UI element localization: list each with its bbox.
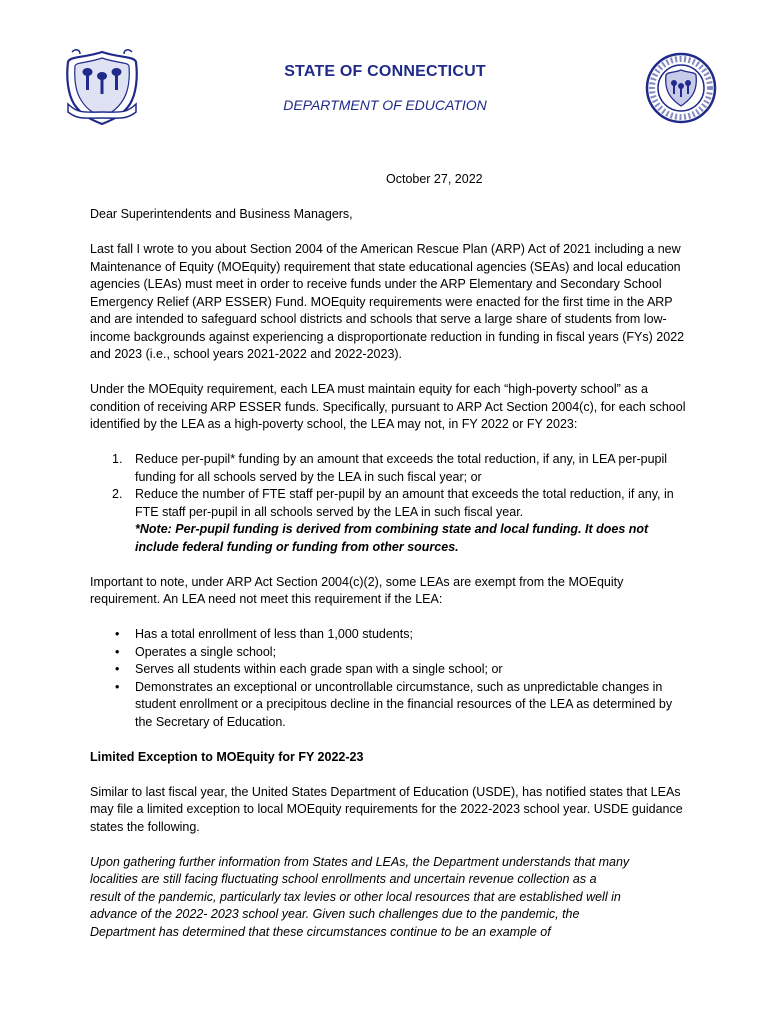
list-item-text: Serves all students within each grade span with a single school; or bbox=[135, 662, 503, 676]
bullet-icon: • bbox=[115, 679, 120, 694]
numbered-list-item bbox=[90, 486, 690, 556]
list-item-text: Demonstrates an exceptional or uncontrollable circumstance, such as unpredictable changes in student enrollment or a precipitous decline in the financial resources of the LEA as determined by the Secretary of Education. bbox=[135, 679, 673, 729]
bullet-list-item bbox=[90, 626, 690, 644]
list-item-text: Reduce the number of FTE staff per-pupil by an amount that exceeds the total reduction, if any, in FTE staff per-pupil in all schools served by the LEA in such fiscal year. bbox=[135, 487, 674, 519]
list-number: 1. bbox=[112, 452, 123, 466]
list-item-text: Has a total enrollment of less than 1,000 students; bbox=[135, 627, 413, 641]
state-seal-icon bbox=[62, 48, 142, 128]
list-item-text: Operates a single school; bbox=[135, 644, 277, 659]
bullet-list-item bbox=[90, 661, 690, 679]
paragraph-exemptions: Important to note, under ARP Act Section 2004(c)(2), some LEAs are exempt from the MOEquity requirement. An LEA need not meet this requirement if the LEA: bbox=[90, 574, 624, 606]
bullet-icon: • bbox=[115, 662, 120, 676]
bullet-list bbox=[90, 626, 690, 731]
bullet-icon: • bbox=[115, 627, 120, 641]
bullet-list-item bbox=[90, 644, 690, 662]
bullet-icon: • bbox=[115, 644, 120, 659]
numbered-list-item bbox=[90, 451, 690, 486]
paragraph-arp-intro: Last fall I wrote to you about Section 2004 of the American Rescue Plan (ARP) Act of 2021 including a new Maintenance of Equity (MOEquity) requirement that state educational agencies (SEAs) and local education agencies (LEAs) must meet in order to receive funds under the ARP Elementary and Secondary School Emergency Relief (ARP ESSER) Fund. MOEquity requirements were enacted for the first time in the ARP and are intended to safeguard school districts and schools that serve a large share of students from low-income backgrounds against experiencing a disproportionate reduction in funding in fiscal years (FYs) 2022 and 2023 (i.e., school years 2021-2022 and 2022-2023). bbox=[90, 242, 685, 361]
paragraph-moequity-requirement: Under the MOEquity requirement, each LEA must maintain equity for each “high-poverty school” as a condition of receiving ARP ESSER funds. Specifically, pursuant to ARP Act Section 2004(c), for each school identified by the LEA as a high-poverty school, the LEA may not, in FY 2022 or FY 2023: bbox=[90, 382, 686, 431]
state-title: STATE OF CONNECTICUT bbox=[284, 63, 486, 80]
letter-body bbox=[90, 206, 690, 959]
salutation: Dear Superintendents and Business Managers, bbox=[90, 207, 353, 221]
usde-guidance-quote: Upon gathering further information from States and LEAs, the Department understands that many localities are still facing fluctuating school enrollments and uncertain revenue collection as a result of the pandemic, particularly tax levies or other local resources that are established well in advance of the 2022- 2023 school year. Given such challenges due to the pandemic, the Department has determined that these circumstances continue to be an example of bbox=[90, 854, 630, 939]
funding-note: *Note: Per-pupil funding is derived from combining state and local funding. It does not include federal funding or funding from other sources. bbox=[135, 522, 649, 554]
section-heading: Limited Exception to MOEquity for FY 2022-23 bbox=[90, 749, 364, 764]
bullet-list-item bbox=[90, 679, 690, 732]
department-subtitle: DEPARTMENT OF EDUCATION bbox=[283, 97, 487, 113]
list-number: 2. bbox=[112, 487, 123, 501]
numbered-list bbox=[90, 451, 690, 556]
paragraph-usde-notice: Similar to last fiscal year, the United States Department of Education (USDE), has notified states that LEAs may file a limited exception to local MOEquity requirements for the 2022-2023 school year. USDE guidance states the following. bbox=[90, 784, 683, 834]
letter-date: October 27, 2022 bbox=[386, 172, 483, 186]
list-item-text: Reduce per-pupil* funding by an amount that exceeds the total reduction, if any, in LEA per-pupil funding for all schools served by the LEA in such fiscal year; or bbox=[135, 452, 668, 484]
